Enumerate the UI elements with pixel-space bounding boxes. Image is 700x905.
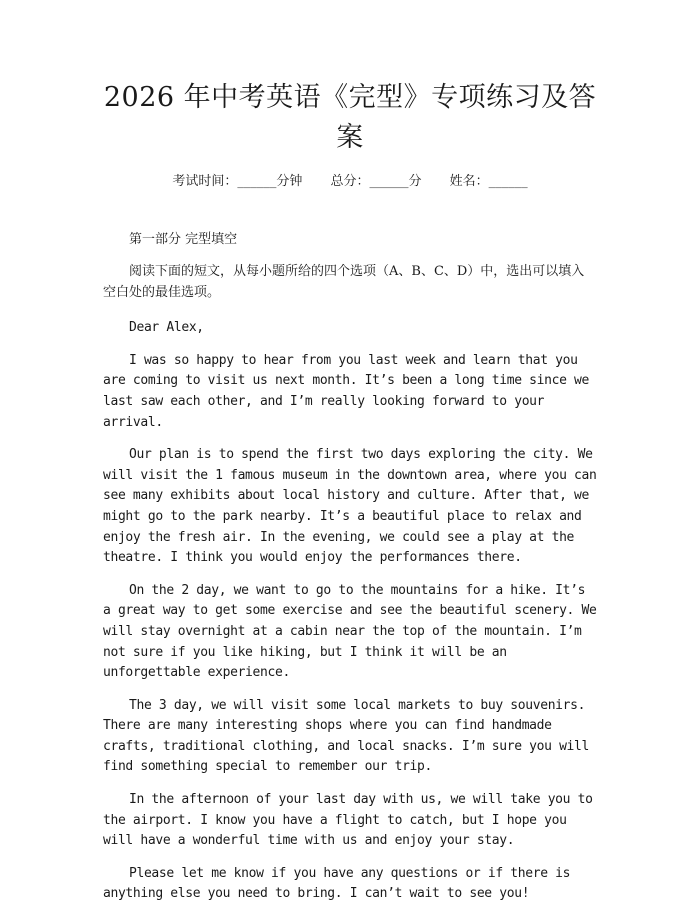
time-unit: 分钟 — [276, 174, 303, 189]
name-label: 姓名： — [449, 174, 489, 189]
section-title: 第一部分 完型填空 — [129, 232, 238, 247]
time-label: 考试时间： — [172, 174, 238, 189]
page-title: 2026 年中考英语《完型》专项练习及答案 — [103, 82, 597, 153]
letter-paragraph: The 3 day, we will visit some local markets to buy souvenirs. There are many interesting shops where you can find handmade crafts, traditional clothing, and local snacks. I’m sure you will find something special to remember our trip. — [103, 697, 589, 775]
exam-score — [330, 172, 421, 192]
time-blank: ______ — [237, 174, 277, 189]
instructions: 阅读下面的短文，从每小题所给的四个选项（A、B、C、D）中，选出可以填入空白处的最佳选项。 — [103, 264, 585, 300]
letter-paragraph: Please let me know if you have any questions or if there is anything else you need to bring. I can’t wait to see you! — [103, 865, 571, 902]
exam-time — [172, 172, 302, 192]
score-label: 总分： — [330, 174, 370, 189]
letter-paragraph: On the 2 day, we want to go to the mountains for a hike. It’s a great way to get some exercise and see the beautiful scenery. We will stay overnight at a cabin near the top of the mountain. I’m not sure if you like hiking, but I think it will be an unforgettable experience. — [103, 582, 597, 681]
letter-paragraph: I was so happy to hear from you last week and learn that you are coming to visit us next month. It’s been a long time since we last saw each other, and I’m really looking forward to your arrival. — [103, 352, 589, 430]
letter-paragraph: Our plan is to spend the first two days exploring the city. We will visit the 1 famous museum in the downtown area, where you can see many exhibits about local history and culture. After that, we might go to the park nearby. It’s a beautiful place to relax and enjoy the fresh air. In the evening, we could see a play at the theatre. I think you would enjoy the performances there. — [103, 447, 597, 566]
score-unit: 分 — [408, 174, 422, 189]
score-blank: ______ — [369, 174, 409, 189]
exam-name — [450, 172, 528, 192]
exam-meta — [103, 172, 597, 192]
name-blank: ______ — [488, 174, 528, 189]
letter-greeting: Dear Alex, — [129, 320, 204, 336]
letter-paragraph: In the afternoon of your last day with us, we will take you to the airport. I know you have a flight to catch, but I hope you will have a wonderful time with us and enjoy your stay. — [103, 792, 593, 849]
